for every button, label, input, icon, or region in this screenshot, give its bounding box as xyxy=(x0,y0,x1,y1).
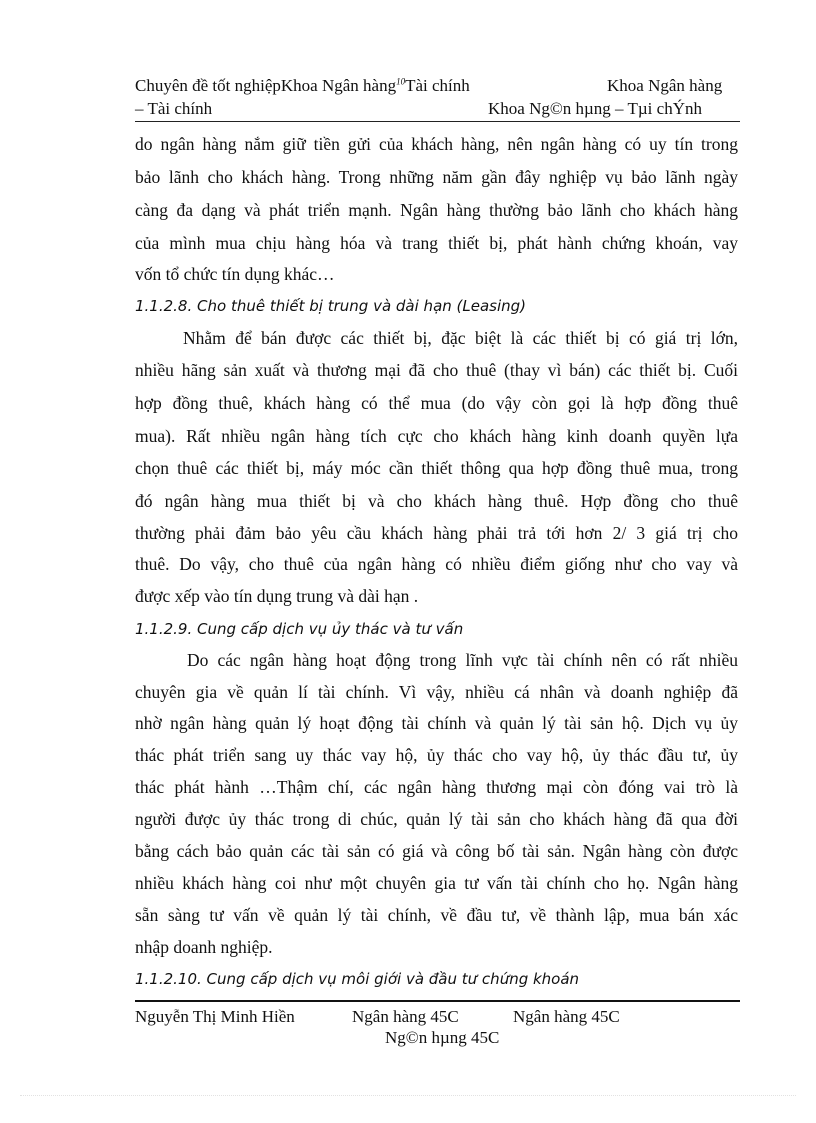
body-line: nhập doanh nghiệp. xyxy=(135,937,273,957)
header-superscript: 10 xyxy=(396,76,406,87)
body-line: của mình mua chịu hàng hóa và trang thiết bị, phát hành chứng khoán, vay xyxy=(135,233,738,253)
body-line: thường phải đảm bảo yêu cầu khách hàng phải trả tới hơn 2/ 3 giá trị cho xyxy=(135,523,738,543)
body-line: hợp đồng thuê, khách hàng có thể mua (do vậy còn gọi là hợp đồng thuê xyxy=(135,393,738,413)
section-heading-1-1-2-9: 1.1.2.9. Cung cấp dịch vụ ủy thác và tư vấn xyxy=(135,620,464,638)
body-line: càng đa dạng và phát triển mạnh. Ngân hàng thường bảo lãnh cho khách hàng xyxy=(135,200,738,220)
body-line: thác phát hành …Thậm chí, các ngân hàng thương mại còn đóng vai trò là xyxy=(135,777,738,797)
body-line: Nhằm để bán được các thiết bị, đặc biệt là các thiết bị có giá trị lớn, xyxy=(183,328,738,348)
page-edge-dotted-line xyxy=(20,1095,796,1096)
footer-class: Ng©n hµng 45C xyxy=(385,1028,500,1047)
body-line: Do các ngân hàng hoạt động trong lĩnh vực tài chính nên có rất nhiều xyxy=(187,650,738,670)
body-line: nhiều khách hàng coi như một chuyên gia tư vấn tài chính cho họ. Ngân hàng xyxy=(135,873,738,893)
header-right-line1: Khoa Ngân hàng xyxy=(607,76,723,95)
footer-author: Nguyễn Thị Minh Hiền xyxy=(135,1007,295,1026)
header-left-title: Chuyên đề tốt nghiệpKhoa Ngân hàng xyxy=(135,76,397,95)
header-rule xyxy=(135,121,740,122)
body-line: vốn tổ chức tín dụng khác… xyxy=(135,264,335,284)
body-line: do ngân hàng nắm giữ tiền gửi của khách hàng, nên ngân hàng có uy tín trong xyxy=(135,134,738,154)
body-line: đó ngân hàng mua thiết bị và cho khách hàng thuê. Hợp đồng cho thuê xyxy=(135,491,738,511)
footer-rule xyxy=(135,1000,740,1002)
body-line: bảo lãnh cho khách hàng. Trong những năm gần đây nghiệp vụ bảo lãnh ngày xyxy=(135,167,738,187)
body-line: chuyên gia về quản lí tài chính. Vì vậy, nhiều cá nhân và doanh nghiệp đã xyxy=(135,682,738,702)
section-heading-1-1-2-8: 1.1.2.8. Cho thuê thiết bị trung và dài hạn (Leasing) xyxy=(135,297,527,315)
header-left-line2: – Tài chính xyxy=(135,99,213,118)
header-left-line1 xyxy=(135,76,470,96)
body-line: thuê. Do vậy, cho thuê của ngân hàng có nhiều điểm giống như cho vay và xyxy=(135,554,738,574)
body-line: sẵn sàng tư vấn về quản lý tài chính, về đầu tư, về thành lập, mua bán xác xyxy=(135,905,738,925)
footer-class: Ngân hàng 45C xyxy=(352,1007,459,1026)
header-left-title-tail: Tài chính xyxy=(405,76,470,95)
section-heading-1-1-2-10: 1.1.2.10. Cung cấp dịch vụ môi giới và đầu tư chứng khoán xyxy=(135,970,580,988)
body-line: được xếp vào tín dụng trung và dài hạn . xyxy=(135,586,419,606)
body-line: bằng cách bảo quản các tài sản có giá và công bố tài sản. Ngân hàng còn được xyxy=(135,841,738,861)
header-right-line2: Khoa Ng©n hµng – Tµi chÝnh xyxy=(488,99,702,118)
body-line: chọn thuê các thiết bị, máy móc cần thiết thông qua hợp đồng thuê mua, trong xyxy=(135,458,738,478)
footer-class: Ngân hàng 45C xyxy=(513,1007,620,1026)
body-line: nhiều hãng sản xuất và thương mại đã cho thuê (thay vì bán) các thiết bị. Cuối xyxy=(135,360,738,380)
body-line: người được ủy thác trong di chúc, quản lý tài sản cho khách hàng đã qua đời xyxy=(135,809,738,829)
body-line: nhờ ngân hàng quản lý hoạt động tài chính và quản lý tài sản hộ. Dịch vụ ủy xyxy=(135,713,738,733)
body-line: mua). Rất nhiều ngân hàng tích cực cho khách hàng kinh doanh quyền lựa xyxy=(135,426,738,446)
body-line: thác phát triển sang uy thác vay hộ, ủy thác cho vay hộ, ủy thác đầu tư, ủy xyxy=(135,745,738,765)
